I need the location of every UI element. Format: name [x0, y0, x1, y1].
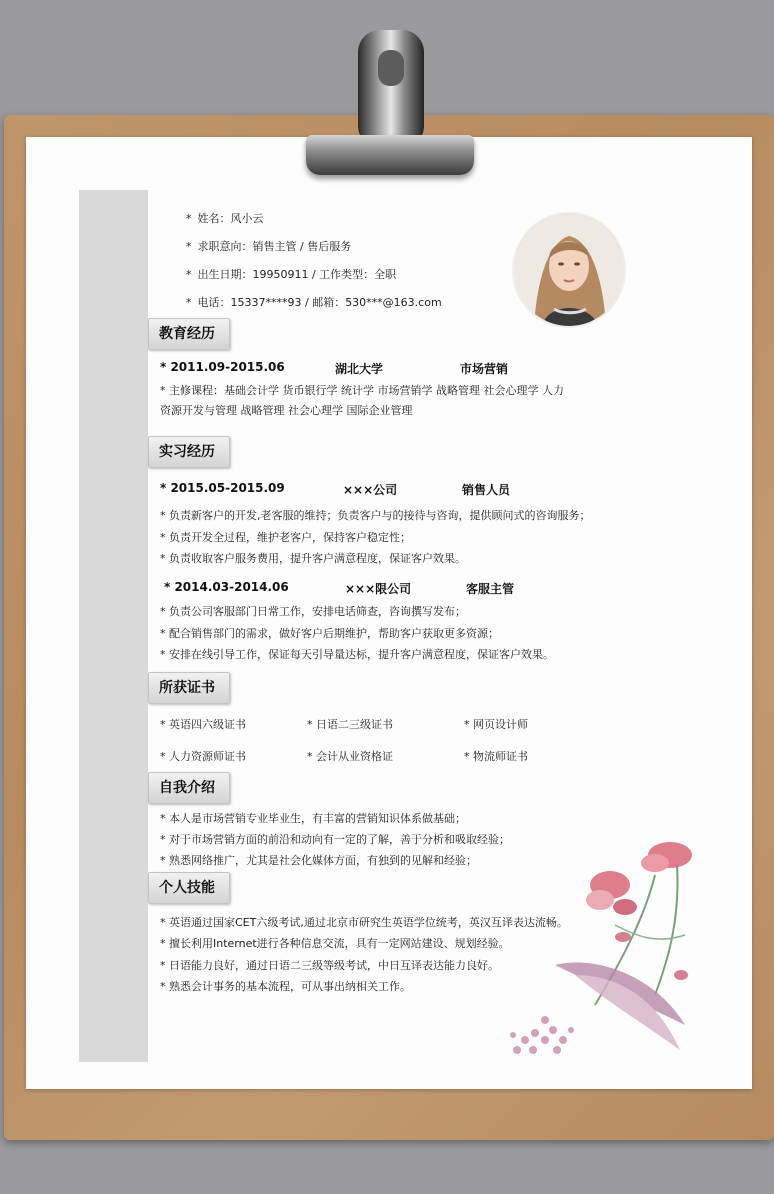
binder-clip-ring [358, 30, 424, 148]
intern2-duty: * 配合销售部门的需求，做好客户后期维护，帮助客户获取更多资源； [160, 627, 499, 640]
intern1-duty: * 负责收取客户服务费用，提升客户满意程度，保证客户效果。 [160, 552, 466, 565]
skill-line: * 擅长利用Internet进行各种信息交流，具有一定网站建设、规划经验。 [160, 937, 510, 950]
self-intro-line: * 对于市场营销方面的前沿和动向有一定的了解，善于分析和吸取经验； [160, 833, 510, 846]
intern2-role: 客服主管 [466, 582, 515, 596]
info-contact: * 电话：15337****93 / 邮箱：530***@163.com [186, 296, 442, 309]
watercolor-flower-decoration [505, 835, 697, 1063]
certificate-item: * 会计从业资格证 [307, 750, 393, 763]
certificate-item: * 英语四六级证书 [160, 718, 246, 731]
info-name: * 姓名：风小云 [186, 212, 264, 225]
edu-major: 市场营销 [460, 362, 509, 376]
self-intro-line: * 本人是市场营销专业毕业生，有丰富的营销知识体系做基础； [160, 812, 466, 825]
profile-photo [512, 212, 626, 328]
gray-sidebar-stripe [79, 190, 148, 1062]
section-certificates-title: 所获证书 [148, 672, 230, 704]
edu-period: * 2011.09-2015.06 [160, 360, 285, 374]
certificate-item: * 网页设计师 [464, 718, 528, 731]
certificate-item: * 日语二三级证书 [307, 718, 393, 731]
edu-courses-line1: * 主修课程：基础会计学 货币银行学 统计学 市场营销学 战略管理 社会心理学 人力 [160, 384, 564, 397]
section-internship-title: 实习经历 [148, 436, 230, 468]
intern1-duty: * 负责开发全过程，维护老客户，保持客户稳定性； [160, 531, 411, 544]
skill-line: * 日语能力良好，通过日语二三级等级考试，中日互译表达能力良好。 [160, 959, 499, 972]
section-skills-title: 个人技能 [148, 872, 230, 904]
intern2-period: * 2014.03-2014.06 [164, 580, 289, 594]
self-intro-line: * 熟悉网络推广，尤其是社会化媒体方面，有独到的见解和经验； [160, 854, 477, 867]
intern1-role: 销售人员 [462, 483, 511, 497]
certificate-item: * 人力资源师证书 [160, 750, 246, 763]
intern2-company: ×××限公司 [345, 582, 412, 596]
info-job-intent: * 求职意向：销售主管 / 售后服务 [186, 240, 352, 253]
info-birth-worktype: * 出生日期：19950911 / 工作类型：全职 [186, 268, 397, 281]
section-education-title: 教育经历 [148, 318, 230, 350]
intern2-duty: * 安排在线引导工作，保证每天引导量达标，提升客户满意程度，保证客户效果。 [160, 648, 554, 661]
intern2-duty: * 负责公司客服部门日常工作，安排电话筛查，咨询撰写发布； [160, 605, 466, 618]
skill-line: * 熟悉会计事务的基本流程，可从事出纳相关工作。 [160, 980, 411, 993]
certificate-item: * 物流师证书 [464, 750, 528, 763]
skill-line: * 英语通过国家CET六级考试,通过北京市研究生英语学位统考，英汉互译表达流畅。 [160, 916, 568, 929]
portrait-icon [514, 214, 624, 326]
intern1-duty: * 负责新客户的开发,老客服的维持；负责客户与的接待与咨询，提供顾问式的咨询服务； [160, 509, 591, 522]
binder-clip-hole [378, 50, 404, 86]
binder-clip-icon [306, 135, 474, 175]
intern1-company: ×××公司 [343, 483, 398, 497]
intern1-period: * 2015.05-2015.09 [160, 481, 285, 495]
edu-courses-line2: 资源开发与管理 战略管理 社会心理学 国际企业管理 [160, 404, 413, 417]
section-self-intro-title: 自我介绍 [148, 772, 230, 804]
edu-school: 湖北大学 [335, 362, 384, 376]
